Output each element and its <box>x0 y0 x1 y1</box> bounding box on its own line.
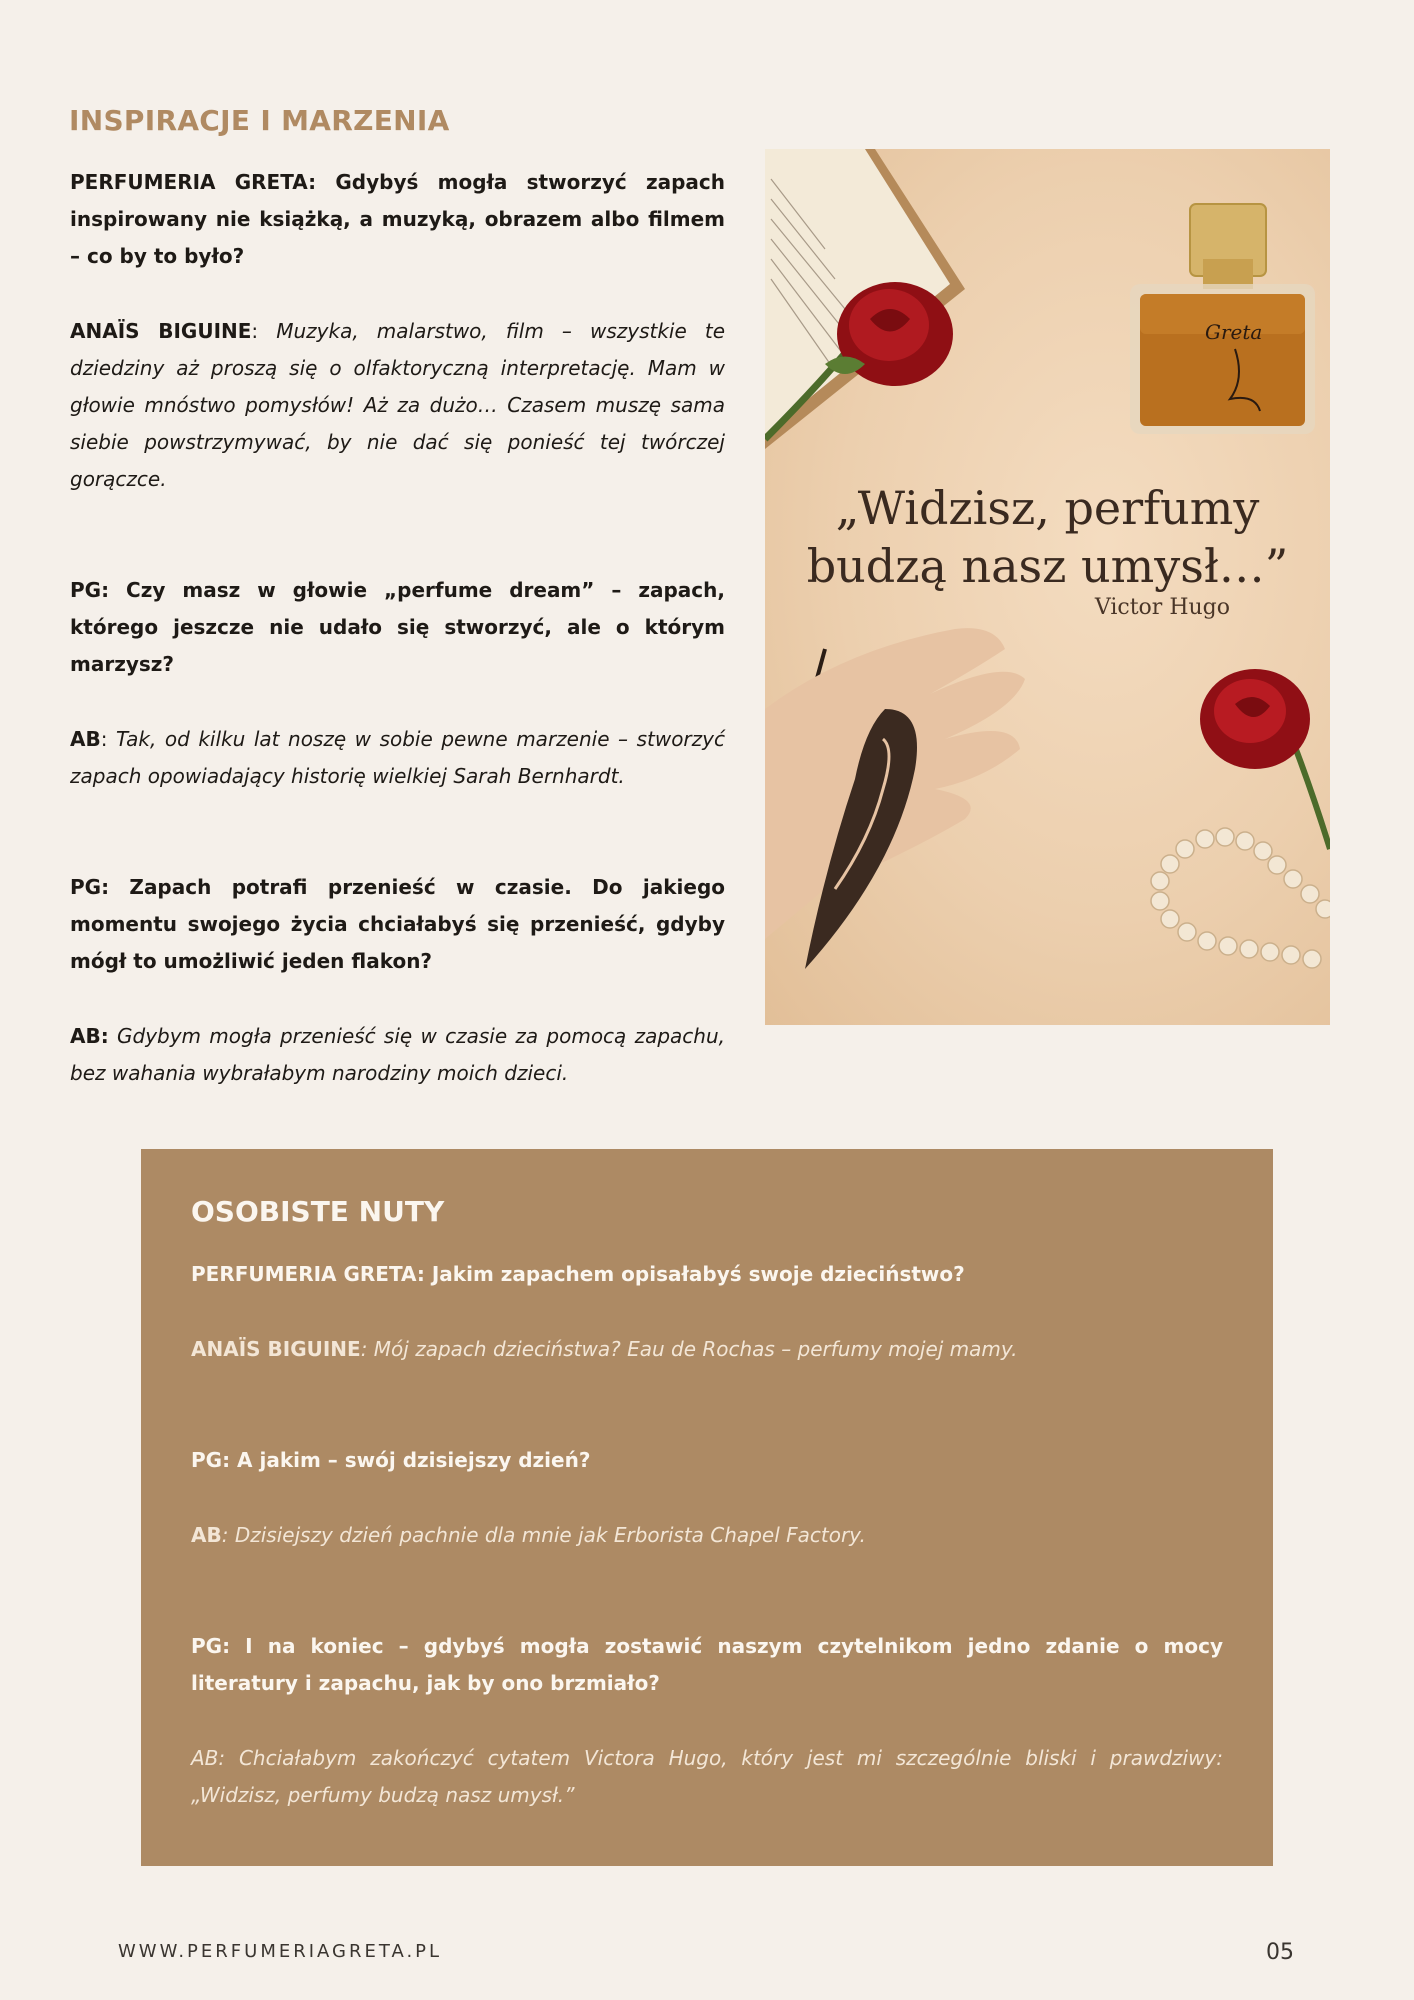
page-number: 05 <box>1266 1940 1294 1965</box>
answer-1: ANAÏS BIGUINE: Muzyka, malarstwo, film – wszystkie te dziedziny aż proszą się o olfaktoryczną interpretację. Mam w głowie mnóstwo pomysłów! Aż za dużo… Czasem muszę sama siebie powstrzymywać, by nie dać się ponieść tej twórczej gorączce. <box>70 319 726 491</box>
speaker-label: AB <box>191 1523 222 1547</box>
hand-with-henna <box>765 628 1025 969</box>
answer-4: ANAÏS BIGUINE: Mój zapach dzieciństwa? Eau de Rochas – perfumy mojej mamy. <box>191 1337 1018 1361</box>
poster-quote: „Widzisz, perfumy budzą nasz umysł…” <box>806 481 1289 593</box>
question-1: PERFUMERIA GRETA: Gdybyś mogła stworzyć zapach inspirowany nie książką, a muzyką, obrazem albo filmem – co by to było? <box>70 170 725 268</box>
website-link[interactable]: WWW.PERFUMERIAGRETA.PL <box>118 1941 443 1962</box>
pearl-necklace <box>1151 828 1330 968</box>
rose-bottom <box>1200 669 1330 849</box>
bottle-label: Greta <box>1205 320 1263 344</box>
poster-author: Victor Hugo <box>1094 595 1230 620</box>
answer-3: AB: Gdybym mogła przenieść się w czasie za pomocą zapachu, bez wahania wybrałabym narodziny moich dzieci. <box>70 1024 725 1085</box>
question-6: PG: I na koniec – gdybyś mogła zostawić naszym czytelnikom jedno zdanie o mocy literatury i zapachu, jak by ono brzmiało? <box>191 1634 1223 1695</box>
question-4: PERFUMERIA GRETA: Jakim zapachem opisałabyś swoje dzieciństwo? <box>191 1262 965 1286</box>
speaker-label: AB: <box>70 1024 109 1048</box>
question-3: PG: Zapach potrafi przenieść w czasie. Do jakiego momentu swojego życia chciałabyś się przenieść, gdyby mógł to umożliwić jeden flakon? <box>70 875 725 973</box>
answer-5: AB: Dzisiejszy dzień pachnie dla mnie jak Erborista Chapel Factory. <box>191 1523 866 1547</box>
answer-6: AB: Chciałabym zakończyć cytatem Victora Hugo, który jest mi szczególnie bliski i prawdziwy: „Widzisz, perfumy budzą nasz umysł.” <box>191 1746 1223 1807</box>
interview-inspirations <box>70 164 725 1092</box>
speaker-label: ANAÏS BIGUINE <box>70 319 252 343</box>
section-title-personal-notes: OSOBISTE NUTY <box>191 1195 445 1228</box>
question-2: PG: Czy masz w głowie „perfume dream” – zapach, którego jeszcze nie udało się stworzyć, ale o którym marzysz? <box>70 578 725 676</box>
speaker-label: ANAÏS BIGUINE <box>191 1337 361 1361</box>
answer-2: AB: Tak, od kilku lat noszę w sobie pewne marzenie – stworzyć zapach opowiadający historię wielkiej Sarah Bernhardt. <box>70 727 725 788</box>
section-title-inspirations: INSPIRACJE I MARZENIA <box>69 104 450 137</box>
quote-poster-image <box>765 149 1330 1025</box>
perfume-bottle <box>1130 204 1315 434</box>
personal-notes-box <box>141 1149 1273 1866</box>
question-5: PG: A jakim – swój dzisiejszy dzień? <box>191 1448 591 1472</box>
speaker-label: AB <box>70 727 101 751</box>
